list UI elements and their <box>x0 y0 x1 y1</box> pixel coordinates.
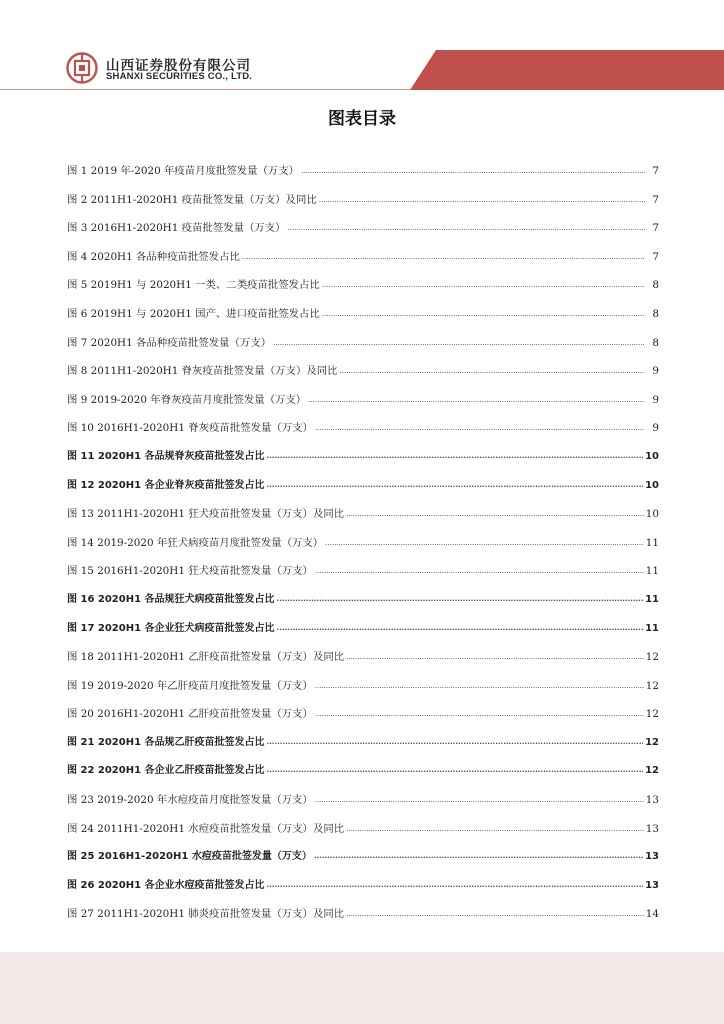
toc-leader-dots <box>319 190 645 209</box>
toc-entry-label: 图 24 2011H1-2020H1 水痘疫苗批签发量（万支）及同比 <box>67 822 345 835</box>
toc-leader-dots <box>267 733 644 751</box>
toc-entry-page: 12 <box>645 651 659 664</box>
toc-entry[interactable] <box>67 620 659 649</box>
company-name-en: SHANXI SECURITIES CO., LTD. <box>106 71 253 82</box>
figure-list <box>67 162 659 934</box>
toc-entry-page: 11 <box>645 622 659 634</box>
company-name-cn: 山西证券股份有限公司 <box>106 58 251 74</box>
toc-leader-dots <box>325 533 644 552</box>
toc-entry[interactable] <box>67 791 659 820</box>
toc-entry[interactable] <box>67 820 659 849</box>
toc-entry[interactable] <box>67 191 659 220</box>
page-title: 图表目录 <box>328 109 396 129</box>
toc-entry-page: 11 <box>645 536 659 549</box>
toc-leader-dots <box>346 904 644 923</box>
toc-leader-dots <box>314 847 643 865</box>
toc-entry[interactable] <box>67 391 659 420</box>
toc-leader-dots <box>301 161 645 180</box>
toc-entry-page: 11 <box>645 593 659 605</box>
toc-entry-label: 图 27 2011H1-2020H1 肺炎疫苗批签发量（万支）及同比 <box>67 908 345 921</box>
toc-entry[interactable] <box>67 877 659 906</box>
toc-leader-dots <box>267 476 644 494</box>
toc-entry-label: 图 2 2011H1-2020H1 疫苗批签发量（万支）及同比 <box>67 193 317 206</box>
toc-entry-label: 图 1 2019 年-2020 年疫苗月度批签发量（万支） <box>67 165 300 177</box>
toc-entry-label: 图 17 2020H1 各企业狂犬病疫苗批签发占比 <box>67 622 275 634</box>
toc-entry[interactable] <box>67 705 659 734</box>
toc-entry-page: 12 <box>645 765 659 777</box>
toc-entry-page: 7 <box>652 193 659 206</box>
toc-leader-dots <box>315 676 644 695</box>
toc-entry-page: 8 <box>652 336 659 349</box>
toc-leader-dots <box>322 304 645 323</box>
toc-leader-dots <box>267 876 644 894</box>
toc-entry[interactable] <box>67 305 659 334</box>
toc-entry[interactable] <box>67 248 659 277</box>
toc-entry[interactable] <box>67 276 659 305</box>
toc-entry-page: 11 <box>645 565 659 578</box>
toc-entry-page: 12 <box>645 679 659 692</box>
toc-entry-label: 图 14 2019-2020 年狂犬病疫苗月度批签发量（万支） <box>67 536 324 549</box>
toc-entry-page: 7 <box>652 250 659 263</box>
toc-entry-label: 图 11 2020H1 各品规脊灰疫苗批签发占比 <box>67 450 265 462</box>
toc-entry-label: 图 21 2020H1 各品规乙肝疫苗批签发占比 <box>67 736 265 748</box>
toc-leader-dots <box>267 761 644 779</box>
toc-entry[interactable] <box>67 848 659 877</box>
toc-entry-label: 图 10 2016H1-2020H1 脊灰疫苗批签发量（万支） <box>67 422 313 435</box>
toc-entry-label: 图 12 2020H1 各企业脊灰疫苗批签发占比 <box>67 479 265 491</box>
toc-entry-label: 图 5 2019H1 与 2020H1 一类、二类疫苗批签发占比 <box>67 279 320 292</box>
toc-entry-label: 图 16 2020H1 各品规狂犬病疫苗批签发占比 <box>67 593 275 605</box>
toc-leader-dots <box>346 819 644 838</box>
toc-leader-dots <box>273 333 645 352</box>
toc-entry-label: 图 20 2016H1-2020H1 乙肝疫苗批签发量（万支） <box>67 708 313 721</box>
toc-entry-page: 14 <box>645 908 659 921</box>
toc-entry-page: 10 <box>645 450 659 462</box>
toc-entry-page: 13 <box>645 794 659 807</box>
toc-entry-page: 13 <box>645 851 659 863</box>
toc-leader-dots <box>288 218 645 237</box>
toc-entry-page: 12 <box>645 708 659 721</box>
toc-entry[interactable] <box>67 734 659 763</box>
toc-entry-label: 图 26 2020H1 各企业水痘疫苗批签发占比 <box>67 879 265 891</box>
toc-entry[interactable] <box>67 362 659 391</box>
toc-entry-page: 10 <box>645 479 659 491</box>
toc-entry-page: 13 <box>645 879 659 891</box>
toc-entry[interactable] <box>67 477 659 506</box>
toc-entry[interactable] <box>67 534 659 563</box>
toc-entry[interactable] <box>67 591 659 620</box>
toc-entry[interactable] <box>67 219 659 248</box>
toc-leader-dots <box>315 704 644 723</box>
toc-entry-label: 图 7 2020H1 各品种疫苗批签发量（万支） <box>67 336 272 349</box>
toc-leader-dots <box>315 561 644 580</box>
toc-leader-dots <box>277 619 644 637</box>
page-footer <box>0 952 724 1024</box>
toc-entry-page: 7 <box>652 222 659 235</box>
toc-entry-label: 图 3 2016H1-2020H1 疫苗批签发量（万支） <box>67 222 286 235</box>
toc-entry-page: 9 <box>652 422 659 435</box>
toc-entry-label: 图 6 2019H1 与 2020H1 国产、进口疫苗批签发占比 <box>67 307 320 320</box>
toc-entry-page: 13 <box>645 822 659 835</box>
page-header <box>0 0 724 100</box>
toc-leader-dots <box>346 504 644 523</box>
toc-entry-label: 图 4 2020H1 各品种疫苗批签发占比 <box>67 250 240 263</box>
toc-leader-dots <box>315 790 644 809</box>
toc-leader-dots <box>308 390 645 409</box>
toc-leader-dots <box>315 418 645 437</box>
toc-entry-label: 图 23 2019-2020 年水痘疫苗月度批签发量（万支） <box>67 794 313 807</box>
toc-entry[interactable] <box>67 448 659 477</box>
toc-entry-label: 图 22 2020H1 各企业乙肝疫苗批签发占比 <box>67 765 265 777</box>
toc-entry[interactable] <box>67 562 659 591</box>
toc-entry-label: 图 8 2011H1-2020H1 脊灰疫苗批签发量（万支）及同比 <box>67 365 338 378</box>
toc-entry[interactable] <box>67 677 659 706</box>
toc-leader-dots <box>346 647 644 666</box>
toc-entry-page: 10 <box>645 508 659 521</box>
toc-entry-page: 7 <box>652 165 659 177</box>
toc-entry[interactable] <box>67 419 659 448</box>
toc-entry-page: 8 <box>652 279 659 292</box>
toc-entry-page: 9 <box>652 365 659 378</box>
toc-entry-page: 12 <box>645 736 659 748</box>
toc-entry[interactable] <box>67 505 659 534</box>
toc-entry-label: 图 15 2016H1-2020H1 狂犬疫苗批签发量（万支） <box>67 565 313 578</box>
toc-leader-dots <box>277 590 644 608</box>
toc-entry-page: 8 <box>652 307 659 320</box>
shanxi-securities-logo-icon <box>66 52 98 84</box>
toc-entry-label: 图 13 2011H1-2020H1 狂犬疫苗批签发量（万支）及同比 <box>67 508 345 521</box>
toc-entry[interactable] <box>67 905 659 934</box>
toc-leader-dots <box>242 247 645 266</box>
toc-entry-label: 图 25 2016H1-2020H1 水痘疫苗批签发量（万支） <box>67 851 312 863</box>
toc-leader-dots <box>322 275 645 294</box>
toc-entry-page: 9 <box>652 393 659 406</box>
toc-entry[interactable] <box>67 334 659 363</box>
toc-entry[interactable] <box>67 162 659 191</box>
toc-leader-dots <box>340 361 645 380</box>
toc-entry-label: 图 18 2011H1-2020H1 乙肝疫苗批签发量（万支）及同比 <box>67 651 345 664</box>
toc-leader-dots <box>267 447 644 465</box>
toc-entry-label: 图 9 2019-2020 年脊灰疫苗月度批签发量（万支） <box>67 393 307 406</box>
toc-entry[interactable] <box>67 762 659 791</box>
toc-entry-label: 图 19 2019-2020 年乙肝疫苗月度批签发量（万支） <box>67 679 313 692</box>
toc-entry[interactable] <box>67 648 659 677</box>
